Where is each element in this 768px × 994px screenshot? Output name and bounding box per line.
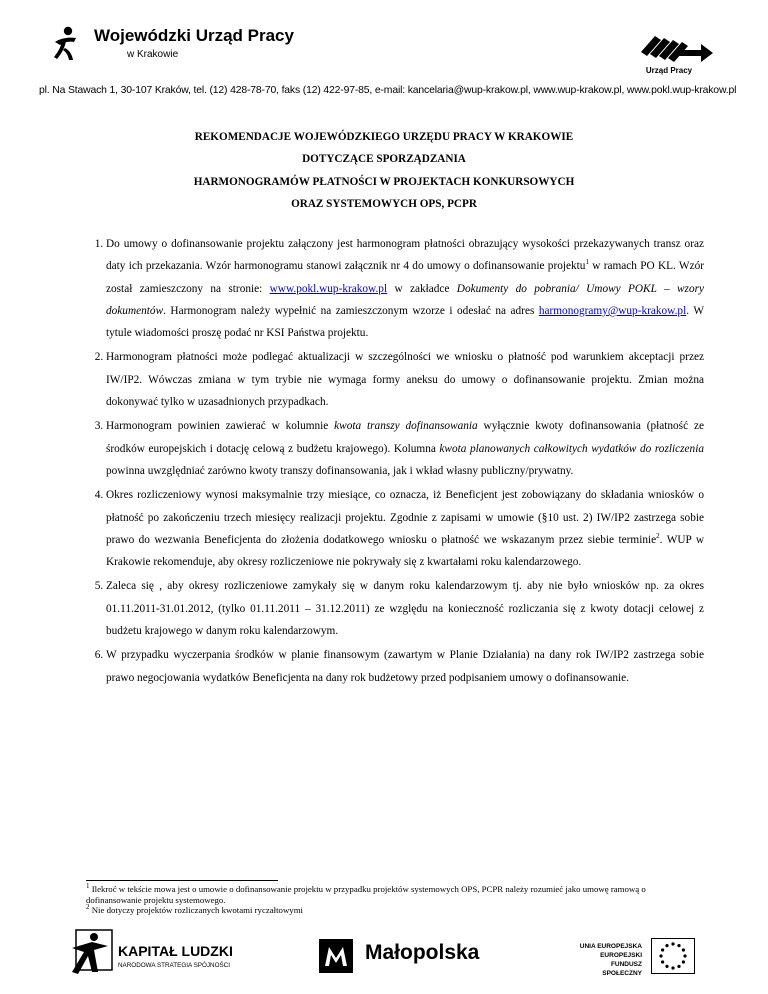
organization-location: w Krakowie [127, 49, 179, 60]
arrow-cards-icon [637, 30, 717, 66]
urzad-pracy-logo [637, 30, 717, 80]
pokl-link[interactable]: www.pokl.wup-krakow.pl [269, 282, 388, 295]
recommendation-2: 2. Harmonogram płatności może podlegać aktualizacji w szczególności we wniosku o płatność pod warunkiem akceptacji przez IW/IP2. Wówczas zmiana w tym trybie nie wymaga formy aneksu do umowy o dofinansowanie projektu. Zmian można dokonywać tylko w uzasadnionych przypadkach. [106, 346, 704, 413]
eu-flag-icon [651, 938, 695, 974]
eu-logo [560, 938, 700, 978]
recommendation-6: 6. W przypadku wyczerpania środków w planie finansowym (zawartym w Planie Działania) na dany rok IW/IP2 zastrzega sobie prawo negocjowania wydatków Beneficjenta na dany rok budżetowy przed podpisaniem umowy o dofinansowanie. [106, 644, 704, 689]
kapital-ludzki-icon [68, 924, 114, 979]
footnotes [86, 884, 690, 916]
footnote-1: $^1$ Ilekroć w tekście mowa jest o umowie o dofinansowanie projektu w przypadku projektów systemowych OPS, PCPR należy rozumieć jako umowę ramową o dofinansowanie projektu systemowego. [86, 882, 646, 905]
recommendation-4: 4. Okres rozliczeniowy wynosi maksymalnie trzy miesiące, co oznacza, iż Beneficjent jest zobowiązany do składania wniosków o płatność po zakończeniu trzech miesięcy realizacji projektu. Zgodnie z zapisami w umowie (§10 ust. 2) IW/IP2 zastrzega sobie prawo do wezwania Beneficjenta do złożenia dodatkowego wniosku o płatność we wskazanym przez siebie terminie$^2$. WUP w Krakowie rekomenduje, aby okresy rozliczeniowe nie pokrywały się z kwartałami roku kalendarzowego. [106, 484, 704, 573]
malopolska-logo [318, 938, 488, 974]
footnote-ref: 1 [585, 258, 589, 267]
title-line: REKOMENDACJE WOJEWÓDZKIEGO URZĘDU PRACY W KRAKOWIE [194, 131, 574, 143]
kl-subtitle: NARODOWA STRATEGIA SPÓJNOŚCI [118, 962, 230, 969]
footnote-2: $^2$ Nie dotyczy projektów rozliczanych kwotami ryczałtowymi [86, 903, 303, 916]
eu-text: UNIA EUROPEJSKA EUROPEJSKI FUNDUSZ SPOŁECZNY [579, 943, 642, 977]
contact-line: pl. Na Stawach 1, 30-107 Kraków, tel. (12) 428-78-70, faks (12) 422-97-85, e-mail: kancelaria@wup-krakow.pl, www.wup-krakow.pl, www.pokl.wup-krakow.pl [39, 85, 737, 96]
urzad-pracy-caption: Urząd Pracy [645, 66, 693, 75]
email-link[interactable]: harmonogramy@wup-krakow.pl [538, 304, 687, 317]
kapital-ludzki-logo [68, 924, 238, 979]
recommendation-3: 3. Harmonogram powinien zawierać w kolumnie kwota transzy dofinansowania wyłącznie kwoty dofinansowania (płatność ze środków europejskich i dotację celową z budżetu krajowego). Kolumna kwota planowanych całkowitych wydatków do rozliczenia powinna uwzględniać zarówno kwoty transzy dofinansowania, jak i wkład własny publiczny/prywatny. [106, 415, 704, 482]
footnote-ref: 2 [656, 532, 660, 541]
malopolska-emblem-icon [318, 938, 354, 974]
title-line: DOTYCZĄCE SPORZĄDZANIA [302, 153, 466, 166]
document-title [0, 126, 768, 215]
wup-figure-icon [52, 26, 80, 62]
title-line: ORAZ SYSTEMOWYCH OPS, PCPR [291, 197, 477, 210]
recommendation-1: 1. Do umowy o dofinansowanie projektu załączony jest harmonogram płatności obrazujący wysokości przekazywanych transz oraz daty ich przekazania. Wzór harmonogramu stanowi załącznik nr 4 do umowy o dofinansowanie projektu$^1$ w ramach PO KL. Wzór został zamieszczony na stronie: www.pokl.wup-krakow.pl w zakładce Dokumenty do pobrania/ Umowy POKL – wzory dokumentów. Harmonogram należy wypełnić na zamieszczonym wzorze i odesłać na adres harmonogramy@wup-krakow.pl. W tytule wiadomości proszę podać nr KSI Państwa projektu. [106, 233, 704, 344]
kl-title: KAPITAŁ LUDZKI [118, 943, 233, 959]
recommendations-list [86, 233, 704, 689]
recommendation-5: 5. Zaleca się , aby okresy rozliczeniowe zamykały się w danym roku kalendarzowym tj. aby nie było wniosków np. za okres 01.11.2011-31.01.2012, (tylko 01.11.2011 – 31.12.2011) ze względu na konieczność rozliczania się z kwoty dotacji celowej z budżetu krajowego w danym roku kalendarzowym. [106, 575, 704, 642]
footnote-separator [86, 880, 278, 881]
organization-name: Wojewódzki Urząd Pracy [94, 26, 294, 45]
malopolska-name: Małopolska [365, 941, 480, 964]
title-line: HARMONOGRAMÓW PŁATNOŚCI W PROJEKTACH KONKURSOWYCH [193, 175, 575, 188]
